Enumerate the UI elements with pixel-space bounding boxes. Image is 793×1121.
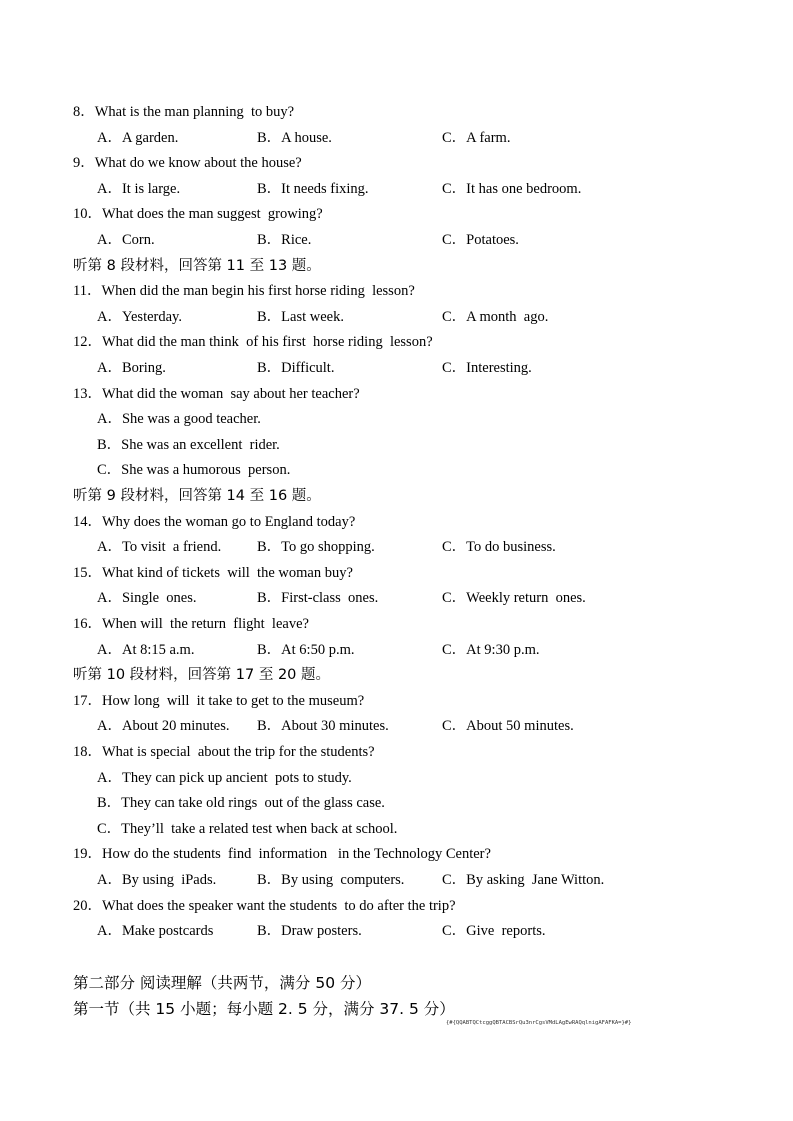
part2-title: 第二部分 阅读理解（共两节，满分 50 分） <box>73 974 372 992</box>
question-stem: 19．How do the students find information in the Technology Center? <box>73 846 491 863</box>
question-stem: 18．What is special about the trip for the students? <box>73 744 375 760</box>
section-heading: 听第 10 段材料，回答第 17 至 20 题。 <box>73 667 331 684</box>
answer-option-a: A．It is large. <box>97 180 181 197</box>
answer-option-c: C．At 9:30 p.m. <box>442 641 540 658</box>
answer-option-c: C．Weekly return ones. <box>442 590 586 607</box>
answer-option-a: A．A garden. <box>97 129 179 146</box>
answer-option-a: A．At 8:15 a.m. <box>97 641 195 658</box>
watermark-code: {#{QQABTQCtcggQBTACBSrQu3nrCgsVMdLAgEwRAQqlnigAFAFKA=}#} <box>446 1020 632 1026</box>
question-stem: 10．What does the man suggest growing? <box>73 206 323 223</box>
question-stem: 14．Why does the woman go to England today? <box>73 513 356 530</box>
answer-option-a: A．Boring. <box>97 360 166 376</box>
answer-option-a: A．Yesterday. <box>97 308 182 325</box>
question-stem: 20．What does the speaker want the students to do after the trip? <box>73 897 456 914</box>
answer-option-a: A．Corn. <box>97 232 155 248</box>
answer-option-c: C．Interesting. <box>442 360 532 376</box>
answer-option-b: B．Rice. <box>257 232 312 248</box>
answer-option-b: B．Draw posters. <box>257 923 362 940</box>
answer-option: A．She was a good teacher. <box>97 411 261 428</box>
question-stem: 13．What did the woman say about her teacher? <box>73 385 360 402</box>
question-stem: 17．How long will it take to get to the museum? <box>73 692 365 709</box>
answer-option-a: A．By using iPads. <box>97 872 217 888</box>
question-stem: 16．When will the return flight leave? <box>73 616 309 632</box>
answer-option: A．They can pick up ancient pots to study. <box>97 769 352 786</box>
section-heading: 听第 8 段材料，回答第 11 至 13 题。 <box>73 257 321 274</box>
answer-option-b: B．By using computers. <box>257 872 405 888</box>
answer-option-b: B．About 30 minutes. <box>257 718 389 735</box>
question-stem: 12．What did the man think of his first horse riding lesson? <box>73 334 433 351</box>
question-stem: 15．What kind of tickets will the woman buy? <box>73 564 353 581</box>
answer-option-a: A．Make postcards <box>97 923 214 940</box>
answer-option-b: B．To go shopping. <box>257 539 375 556</box>
answer-option-a: A．About 20 minutes. <box>97 718 230 735</box>
answer-option-c: C．To do business. <box>442 539 556 556</box>
answer-option-c: C．It has one bedroom. <box>442 180 582 197</box>
answer-option-a: A．Single ones. <box>97 590 197 607</box>
section-heading: 听第 9 段材料，回答第 14 至 16 题。 <box>73 488 321 504</box>
answer-option: B．They can take old rings out of the glass case. <box>97 795 385 812</box>
question-stem: 11．When did the man begin his first horse riding lesson? <box>73 283 415 300</box>
answer-option-c: C．Potatoes. <box>442 232 519 248</box>
question-stem: 9．What do we know about the house? <box>73 155 302 172</box>
answer-option: C．They’ll take a related test when back at school. <box>97 820 398 837</box>
answer-option-b: B．Last week. <box>257 308 344 325</box>
answer-option: C．She was a humorous person. <box>97 462 291 479</box>
answer-option-c: C．By asking Jane Witton. <box>442 872 605 888</box>
answer-option: B．She was an excellent rider. <box>97 436 280 453</box>
answer-option-b: B．A house. <box>257 129 332 146</box>
answer-option-c: C．Give reports. <box>442 923 546 940</box>
answer-option-b: B．At 6:50 p.m. <box>257 641 355 658</box>
answer-option-c: C．About 50 minutes. <box>442 718 574 735</box>
question-stem: 8．What is the man planning to buy? <box>73 104 295 120</box>
section1-title: 第一节（共 15 小题；每小题 2. 5 分，满分 37. 5 分） <box>73 1000 455 1018</box>
answer-option-b: B．It needs fixing. <box>257 180 369 197</box>
answer-option-a: A．To visit a friend. <box>97 539 222 556</box>
answer-option-b: B．Difficult. <box>257 360 335 376</box>
answer-option-c: C．A farm. <box>442 129 511 146</box>
answer-option-c: C．A month ago. <box>442 308 549 325</box>
answer-option-b: B．First-class ones. <box>257 590 379 607</box>
